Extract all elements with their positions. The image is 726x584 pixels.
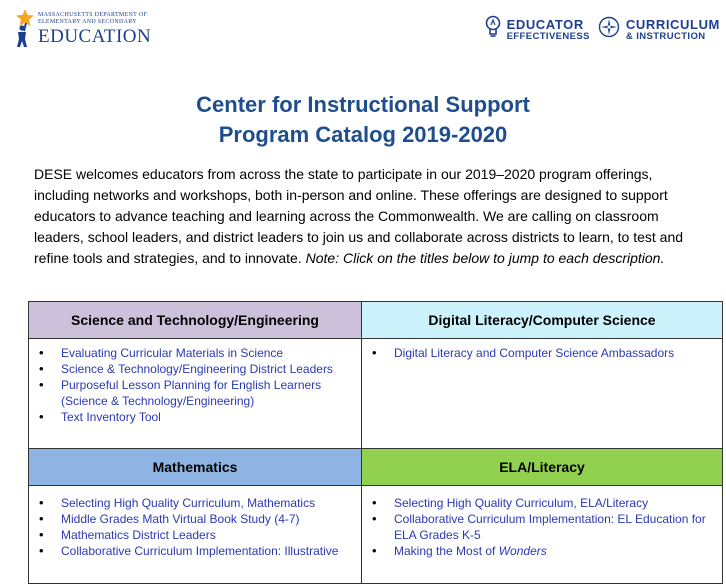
intro-paragraph: [34, 164, 694, 269]
program-link[interactable]: [366, 543, 718, 559]
category-header-mathematics: Mathematics: [29, 449, 362, 486]
dese-logo: [10, 8, 151, 48]
program-link[interactable]: • Collaborative Curriculum Implementation: Illustrative: [33, 543, 357, 559]
program-link[interactable]: • Text Inventory Tool: [33, 409, 357, 425]
program-link-italic: Wonders: [498, 544, 547, 558]
curriculum-line1: CURRICULUM: [625, 16, 720, 32]
digital-literacy-program-list: [362, 339, 723, 449]
dese-small-line: MASSACHUSETTS DEPARTMENT OF: [38, 12, 148, 18]
page-subtitle: Program Catalog 2019-2020: [218, 122, 508, 147]
partner-logos: [485, 14, 720, 45]
program-link[interactable]: • Digital Literacy and Computer Science Ambassadors: [366, 345, 718, 361]
mathematics-program-list: [29, 486, 362, 584]
intro-note: Note: Click on the titles below to jump to each description.: [305, 250, 665, 266]
program-link[interactable]: • Collaborative Curriculum Implementation: EL Education for ELA Grades K-5: [366, 511, 718, 543]
compass-icon: [598, 16, 620, 43]
curriculum-line2: & INSTRUCTION: [625, 30, 706, 42]
lightbulb-icon: [485, 14, 501, 45]
program-catalog-table: [28, 301, 723, 584]
program-link[interactable]: • Mathematics District Leaders: [33, 527, 357, 543]
page-title: Center for Instructional Support: [196, 92, 530, 117]
program-link[interactable]: • Selecting High Quality Curriculum, Mathematics: [33, 495, 357, 511]
curriculum-instruction-logo: [598, 16, 720, 43]
program-link[interactable]: • Evaluating Curricular Materials in Science: [33, 345, 357, 361]
category-header-digital-literacy: Digital Literacy/Computer Science: [362, 302, 723, 339]
educator-line2: EFFECTIVENESS: [506, 30, 590, 42]
intro-text: DESE welcomes educators from across the state to participate in our 2019–2020 program offerings, including networks and workshops, both in-person and online. These offerings are designed to support educators to advance teaching and learning across the Commonwealth. We are calling on classroom leaders, school leaders, and district leaders to join us and collaborate across districts to learn, to test and refine tools and strategies, and to innovate.: [34, 166, 684, 266]
educator-effectiveness-logo: [485, 14, 590, 45]
category-header-ela-literacy: ELA/Literacy: [362, 449, 723, 486]
program-link[interactable]: • Selecting High Quality Curriculum, ELA/Literacy: [366, 495, 718, 511]
program-link-text: Making the Most of: [394, 544, 496, 558]
educator-line1: EDUCATOR: [506, 16, 584, 32]
category-header-science: Science and Technology/Engineering: [29, 302, 362, 339]
star-figure-icon: [10, 8, 36, 48]
dese-name: EDUCATION: [38, 26, 152, 47]
program-link[interactable]: • Middle Grades Math Virtual Book Study (4-7): [33, 511, 357, 527]
science-program-list: [29, 339, 362, 449]
program-link[interactable]: • Purposeful Lesson Planning for English Learners (Science & Technology/Engineering): [33, 377, 357, 409]
program-link[interactable]: • Science & Technology/Engineering District Leaders: [33, 361, 357, 377]
ela-program-list: [362, 486, 723, 584]
dese-small-line: ELEMENTARY AND SECONDARY: [38, 19, 137, 25]
